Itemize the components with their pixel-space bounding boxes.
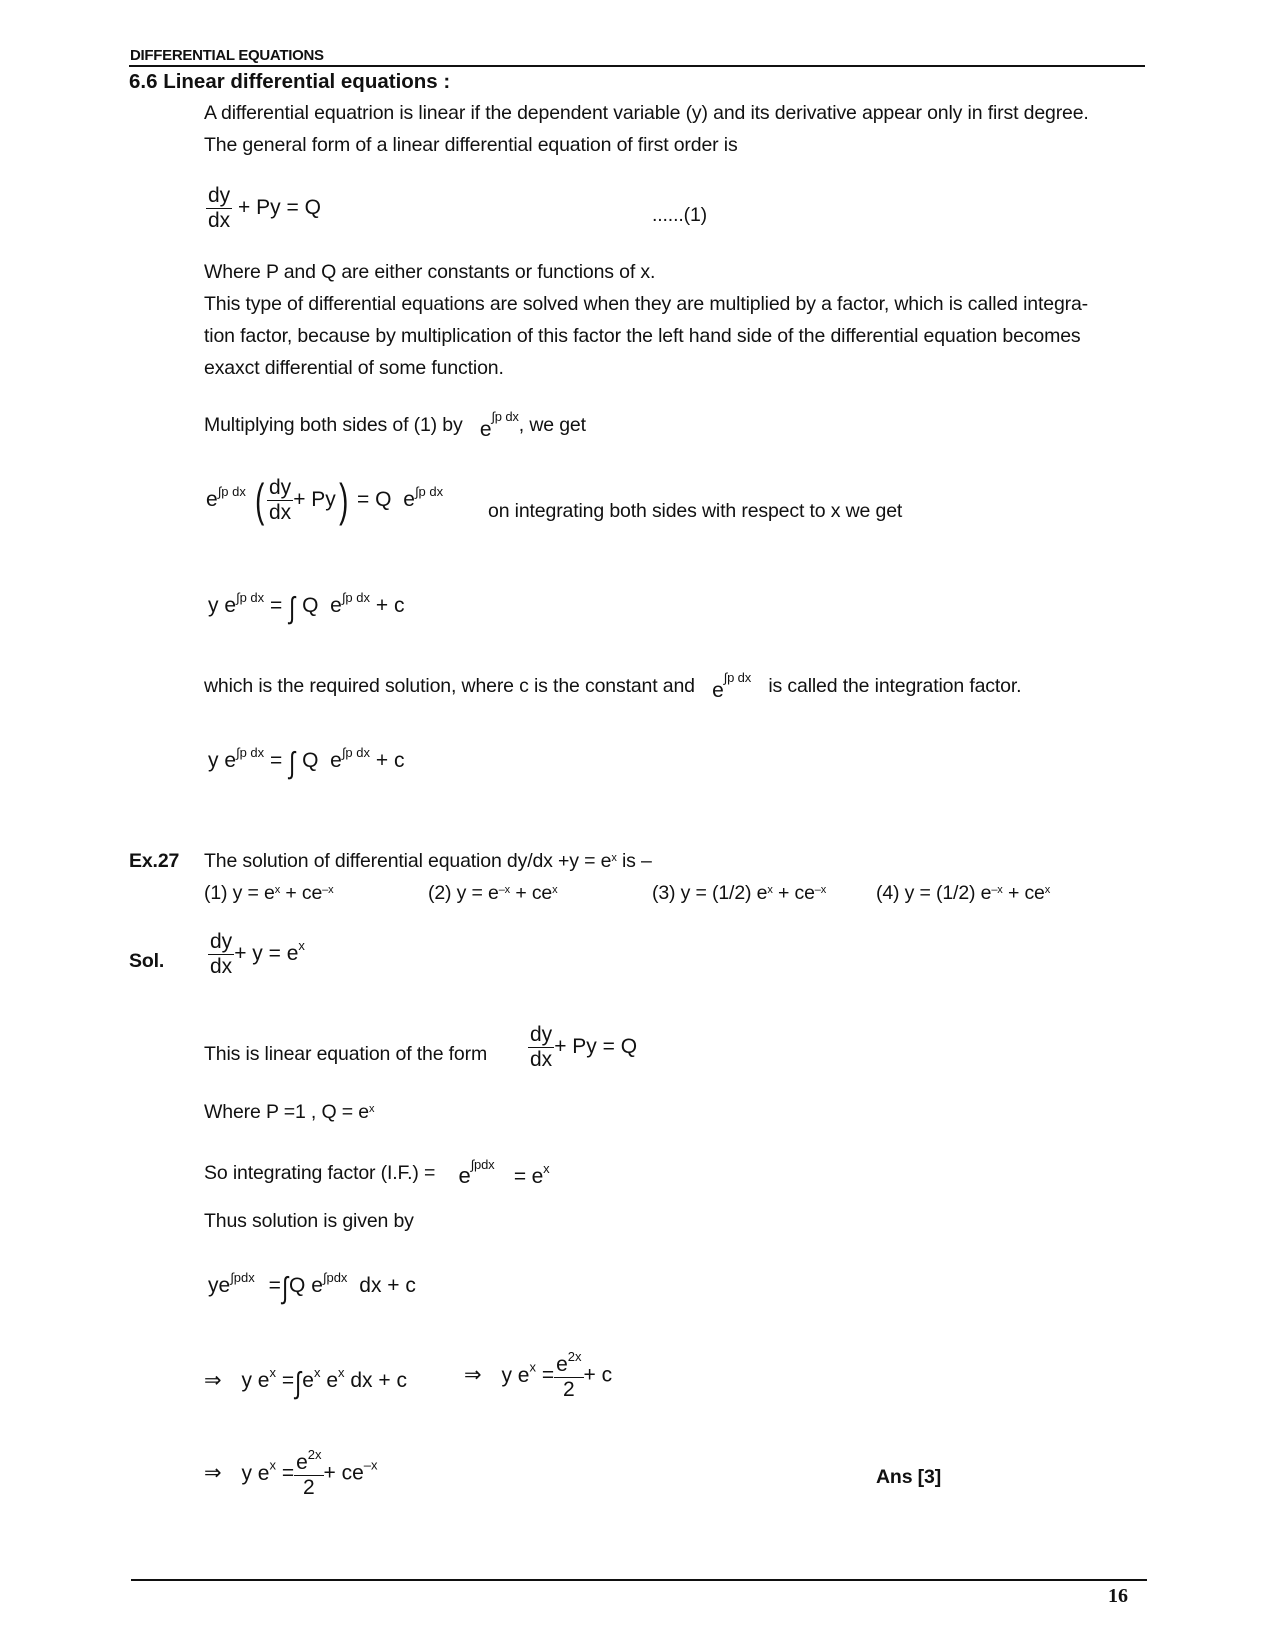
solution-step-4 [464, 1350, 612, 1402]
exponent: ∫p dx [491, 409, 519, 424]
explanation-line-3: tion factor, because by multiplication of this factor the left hand side of the differential equation becomes [204, 325, 1081, 347]
option-text: (3) y = (1/2) e [652, 882, 768, 904]
equals: = [270, 594, 283, 617]
where-sup: x [368, 1103, 375, 1115]
option-sup: x [1044, 884, 1051, 896]
tail: + ce [323, 1461, 364, 1485]
equation-1 [206, 184, 321, 233]
integrand: Q e [302, 594, 342, 617]
exponent: x [543, 1161, 550, 1176]
rhs: = Q [356, 488, 392, 511]
denominator: dx [208, 209, 231, 233]
where-line [204, 1101, 374, 1124]
lhs: y e [241, 1461, 270, 1485]
header-rule [129, 65, 1145, 67]
example-label: Ex.27 [129, 850, 180, 872]
exponent: x [298, 938, 305, 954]
integral-icon: ∫ [289, 747, 296, 780]
equation-3 [208, 590, 404, 626]
equation-rest: + Py = Q [554, 1035, 638, 1059]
integrating-factor-line [204, 1157, 550, 1188]
fraction [294, 1448, 323, 1500]
option-text: + ce [510, 882, 553, 904]
integral-icon: ∫ [295, 1367, 302, 1400]
fraction-dy-dx [208, 930, 234, 979]
option-4 [876, 882, 1050, 905]
option-sup: –x [322, 884, 334, 896]
solution-step-2 [208, 1270, 416, 1306]
option-sup: –x [498, 884, 511, 896]
example-question [204, 850, 652, 873]
base-e: e [403, 488, 415, 511]
fraction-dy-dx [528, 1023, 554, 1072]
question-sup: x [611, 852, 617, 864]
remark-text-end: is called the integration factor. [768, 675, 1022, 697]
running-header: DIFFERENTIAL EQUATIONS [130, 47, 324, 64]
where-text: Where P =1 , Q = e [204, 1101, 369, 1123]
exponent: ∫p dx [723, 670, 752, 685]
option-text: + ce [772, 882, 815, 904]
denominator: 2 [562, 1378, 575, 1402]
option-sup: x [274, 884, 281, 896]
tail: dx + c [344, 1369, 407, 1392]
page-number: 16 [1108, 1585, 1128, 1607]
section-title: 6.6 Linear differential equations : [129, 70, 451, 93]
remark-line [204, 670, 1022, 702]
exponent: x [269, 1365, 276, 1380]
question-text: The solution of differential equation dy/dx +y = e [204, 850, 612, 872]
inner-term: + Py [293, 488, 336, 511]
tail: + c [375, 749, 405, 772]
numerator: dy [206, 184, 232, 209]
option-text: + ce [280, 882, 323, 904]
base-e: e [206, 488, 218, 511]
equals: = [281, 1461, 295, 1485]
option-text: (4) y = (1/2) e [876, 882, 992, 904]
option-3 [652, 882, 826, 905]
multiply-line [204, 409, 586, 441]
solution-step-3 [204, 1365, 407, 1401]
explanation-line-2: This type of differential equations are solved when they are multiplied by a factor, which is called integra- [204, 293, 1089, 315]
equation-rest: + y = e [234, 942, 299, 966]
if-text: So integrating factor (I.F.) = [204, 1162, 436, 1184]
option-sup: –x [991, 884, 1003, 896]
exponent: x [529, 1359, 536, 1375]
denominator: dx [210, 955, 233, 979]
remark-text: which is the required solution, where c is the constant and [204, 675, 695, 697]
question-end: is – [616, 850, 652, 872]
integral-icon: ∫ [281, 1272, 289, 1305]
intro-line-2: The general form of a linear differential equation of first order is [204, 134, 738, 156]
option-text: (1) y = e [204, 882, 275, 904]
fraction-dy-dx [206, 184, 232, 233]
option-1 [204, 882, 333, 905]
equals: = [270, 749, 283, 772]
option-sup: x [552, 884, 558, 896]
lhs: y e [241, 1369, 270, 1392]
equation-2 [206, 473, 443, 527]
exponent: 2x [307, 1447, 322, 1462]
right-paren: ) [338, 474, 349, 526]
base-e: e [458, 1163, 471, 1188]
option-sup: –x [814, 884, 827, 896]
integrating-factor-expr [712, 670, 752, 702]
solution-step-5 [204, 1448, 378, 1500]
denominator: 2 [302, 1476, 315, 1500]
exponent: ∫p dx [217, 484, 246, 499]
exponent: ∫p dx [341, 590, 370, 605]
lhs: ye [208, 1274, 231, 1297]
if-result-text: = e [513, 1165, 544, 1188]
equals: = [268, 1274, 281, 1297]
equals: = [541, 1363, 555, 1387]
exponent: ∫p dx [341, 745, 370, 760]
implies-icon: ⇒ [204, 1369, 222, 1392]
equation-1-label: ......(1) [652, 204, 707, 226]
implies-icon: ⇒ [204, 1461, 222, 1485]
tail: dx + c [359, 1274, 416, 1297]
option-2 [428, 882, 557, 905]
if-expression [458, 1157, 495, 1188]
lhs: y e [208, 749, 237, 772]
base-e: e [479, 418, 492, 441]
fraction-dy-dx [267, 476, 293, 525]
exponent: x [338, 1365, 345, 1380]
equals: = [281, 1369, 295, 1392]
equation-4 [208, 745, 404, 781]
denominator: dx [530, 1048, 553, 1072]
left-paren: ( [254, 474, 264, 526]
denominator: dx [269, 500, 292, 524]
exponent: ∫pdx [230, 1270, 255, 1285]
tail: + c [583, 1363, 613, 1387]
explanation-line-1: Where P and Q are either constants or functions of x. [204, 261, 656, 283]
answer-label: Ans [3] [876, 1466, 942, 1488]
num-base: e [296, 1451, 308, 1474]
integrating-factor-expr [479, 409, 519, 441]
option-sup: x [767, 884, 773, 896]
solution-label: Sol. [129, 950, 165, 972]
body: e [320, 1369, 338, 1392]
option-text: (2) y = e [428, 882, 499, 904]
tail: + c [375, 594, 405, 617]
base-e: e [712, 679, 724, 702]
integral-icon: ∫ [289, 592, 296, 625]
numerator [294, 1448, 323, 1476]
option-text: + ce [1002, 882, 1045, 904]
body: e [302, 1369, 314, 1392]
num-base: e [556, 1353, 568, 1376]
solution-step-1 [208, 930, 305, 979]
lhs: y e [208, 594, 237, 617]
numerator: dy [208, 930, 234, 955]
exponent: x [269, 1457, 276, 1473]
exponent: 2x [567, 1349, 582, 1364]
thus-line: Thus solution is given by [204, 1210, 414, 1232]
exponent: ∫pdx [470, 1157, 495, 1172]
numerator: dy [267, 476, 293, 501]
integrating-note: on integrating both sides with respect to x we get [488, 500, 903, 522]
equation-rest: + Py = Q [238, 196, 321, 220]
intro-line-1: A differential equatrion is linear if the dependent variable (y) and its derivative appear only in first degree. [204, 102, 1089, 124]
form-text: This is linear equation of the form [204, 1043, 488, 1065]
fraction [554, 1350, 583, 1402]
exponent: x [313, 1365, 321, 1380]
exponent: ∫p dx [236, 745, 265, 760]
multiply-text-end: , we get [518, 414, 586, 436]
numerator: dy [528, 1023, 554, 1048]
if-result [514, 1161, 550, 1189]
implies-icon: ⇒ [464, 1363, 482, 1387]
explanation-line-4: exaxct differential of some function. [204, 357, 504, 379]
lhs: y e [501, 1363, 530, 1387]
footer-rule [131, 1579, 1147, 1581]
numerator [554, 1350, 583, 1378]
form-equation [528, 1023, 637, 1072]
integrand: Q e [289, 1274, 323, 1297]
exponent: –x [363, 1457, 378, 1473]
exponent: ∫p dx [414, 484, 444, 499]
multiply-text: Multiplying both sides of (1) by [204, 414, 463, 436]
exponent: ∫pdx [322, 1270, 348, 1285]
exponent: ∫p dx [236, 590, 265, 605]
integrand: Q e [302, 749, 342, 772]
